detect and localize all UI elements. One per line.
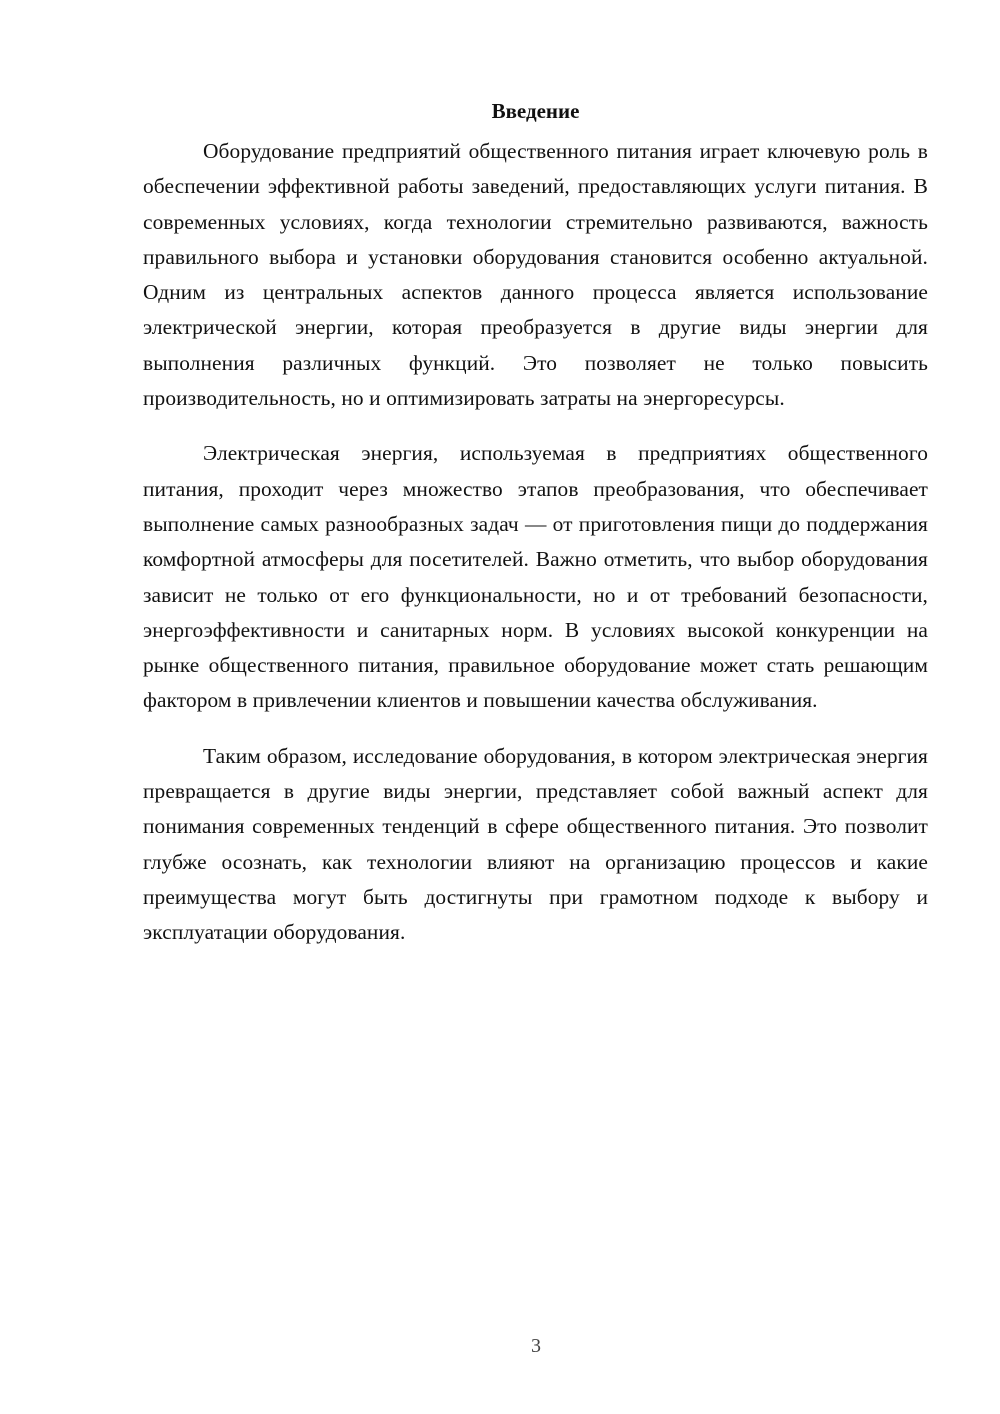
page-title: Введение <box>491 99 580 123</box>
paragraph-1: Оборудование предприятий общественного питания играет ключевую роль в обеспечении эффективной работы заведений, предоставляющих услуги питания. В современных условиях, когда технологии стремительно развиваются, важность правильного выбора и установки оборудования становится особенно актуальной. Одним из центральных аспектов данного процесса является использование электрической энергии, которая преобразуется в другие виды энергии для выполнения различных функций. Это позволяет не только повысить производительность, но и оптимизировать затраты на энергоресурсы. <box>143 139 928 411</box>
paragraph-2: Электрическая энергия, используемая в предприятиях общественного питания, проходит через множество этапов преобразования, что обеспечивает выполнение самых разнообразных задач — от приготовления пищи до поддержания комфортной атмосферы для посетителей. Важно отметить, что выбор оборудования зависит не только от его функциональности, но и от требований безопасности, энергоэффективности и санитарных норм. В условиях высокой конкуренции на рынке общественного питания, правильное оборудование может стать решающим фактором в привлечении клиентов и повышении качества обслуживания. <box>143 441 928 713</box>
page-content <box>143 94 928 971</box>
paragraph-3: Таким образом, исследование оборудования, в котором электрическая энергия превращается в другие виды энергии, представляет собой важный аспект для понимания современных тенденций в сфере общественного питания. Это позволит глубже осознать, как технологии влияют на организацию процессов и какие преимущества могут быть достигнуты при грамотном подходе к выбору и эксплуатации оборудования. <box>143 743 928 945</box>
page-number: 3 <box>531 1335 541 1357</box>
